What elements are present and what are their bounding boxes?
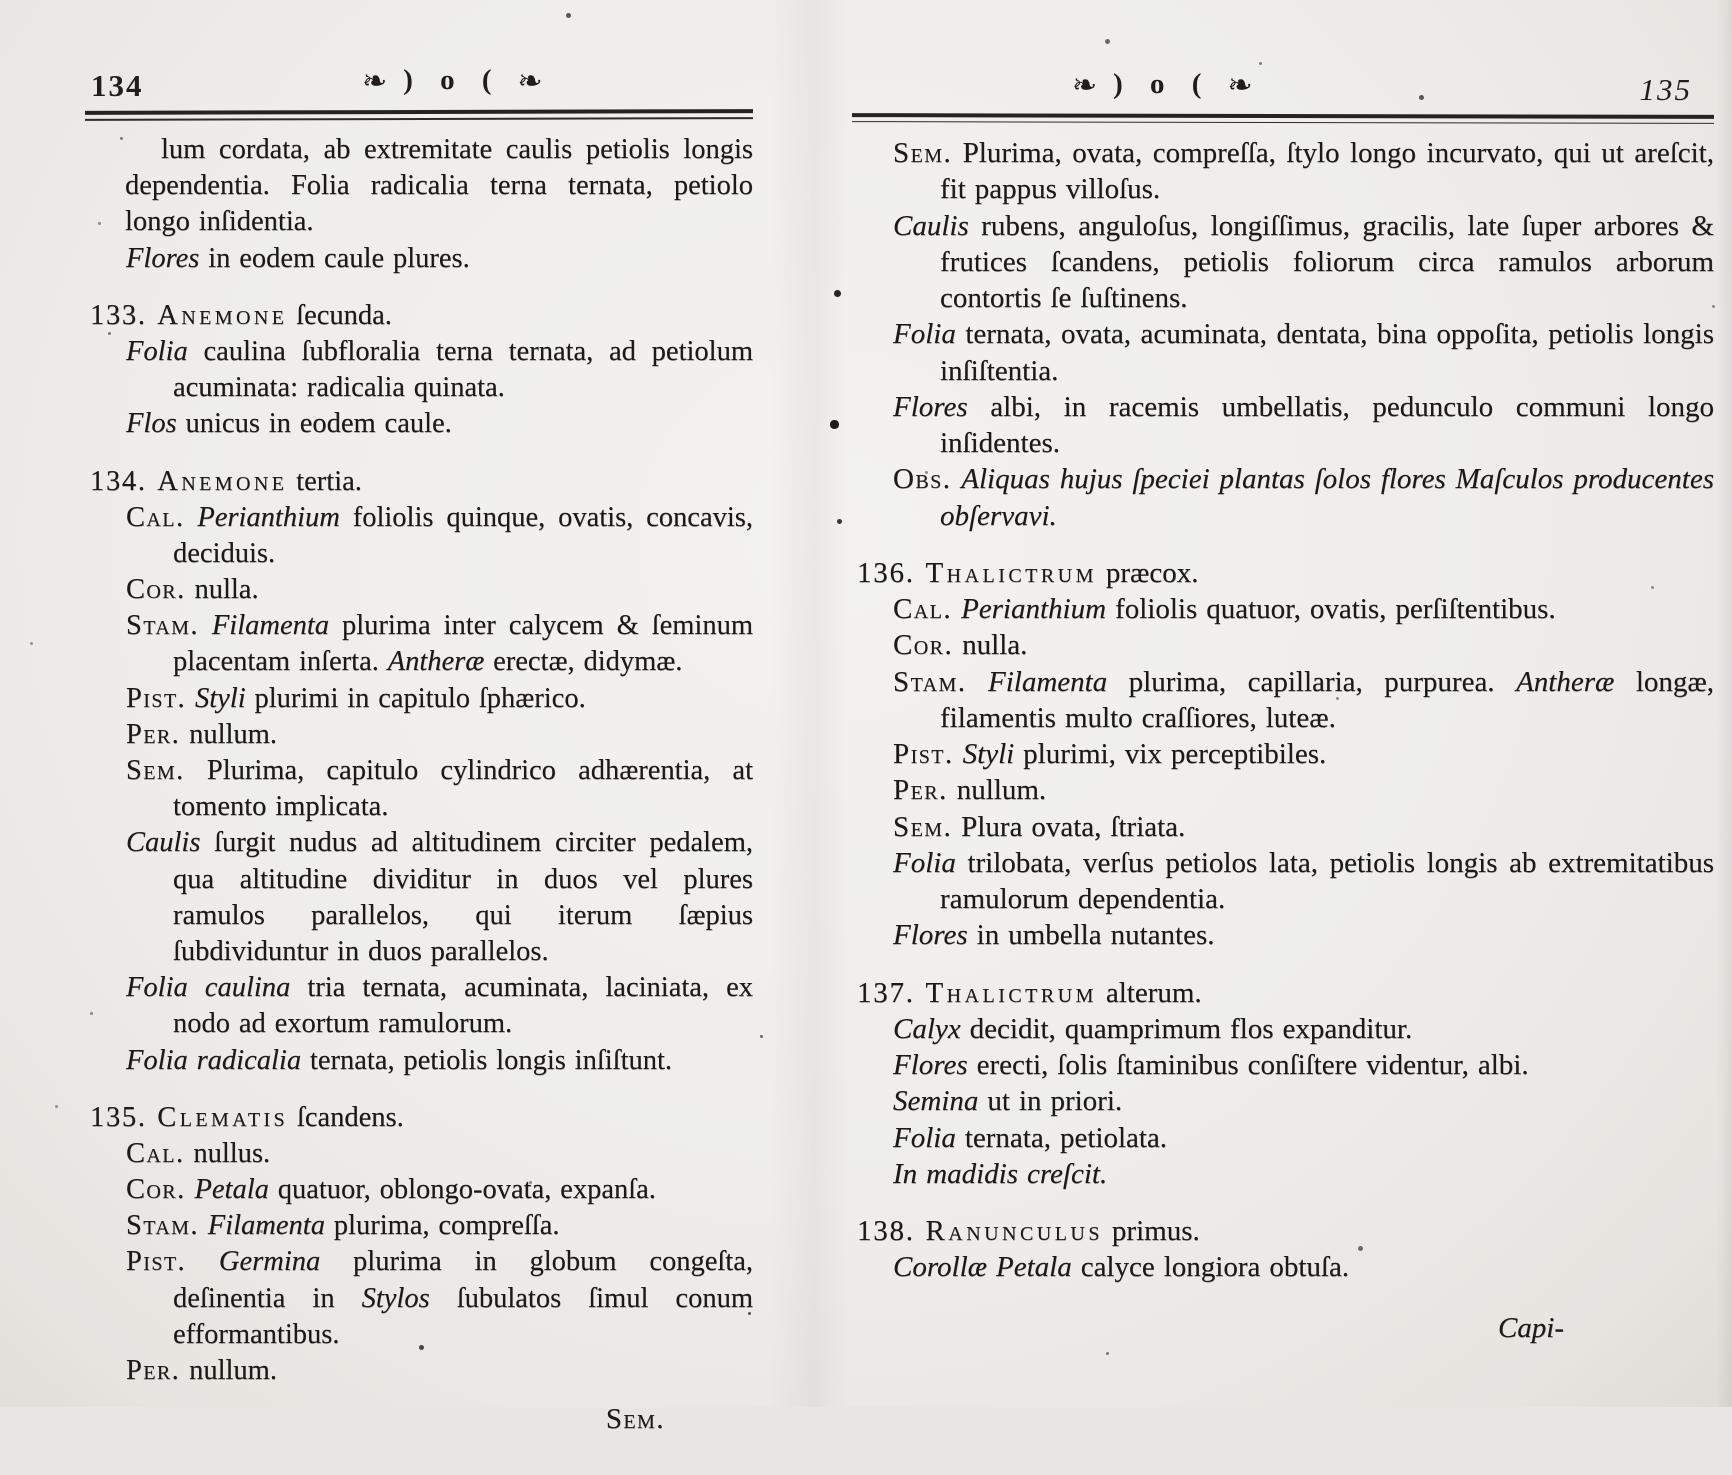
fleuron-icon: ❧ (517, 64, 543, 99)
text-line (852, 1120, 1714, 1156)
text-line (85, 572, 753, 608)
ornament-center: ) o ( (403, 64, 502, 96)
text-line (852, 917, 1714, 953)
text-run: Flores (893, 919, 968, 952)
text-line (852, 664, 1714, 737)
text-run: Sem. (893, 810, 953, 843)
text-run: Pist. (126, 1246, 187, 1278)
text-run: 136. (857, 556, 926, 589)
text-line (852, 1156, 1714, 1192)
text-line (85, 334, 753, 406)
text-line (85, 132, 753, 241)
text-line (852, 135, 1714, 208)
text-run: ternata, petiolata. (955, 1121, 1168, 1154)
text-run: quatuor, oblongo-ovata, expanſa. (268, 1174, 656, 1206)
text-run: plurima inter calycem & ſeminum placentam inſerta. (173, 610, 753, 678)
text-run: Flores (893, 1049, 968, 1081)
left-page (85, 64, 753, 1471)
text-run: Sem. (126, 755, 185, 786)
text-run: præcox. (1096, 556, 1199, 589)
text-line (85, 1208, 753, 1244)
text-run: Pist. (126, 682, 187, 714)
text-run: nulla. (185, 574, 259, 606)
text-run: foliolis quatuor, ovatis, perſiſtentibus. (1106, 593, 1556, 625)
text-line (85, 753, 753, 825)
text-line (85, 1043, 753, 1079)
page-number: 134 (91, 68, 144, 103)
text-run: nullus. (184, 1137, 271, 1169)
text-run: Per. (126, 718, 181, 750)
text-run: Obs. (893, 463, 952, 496)
fleuron-icon: ❧ (362, 64, 388, 99)
text-run: Stylos (361, 1282, 430, 1314)
text-run: erecti, ſolis ſtaminibus conſiſtere videntur, albi. (967, 1049, 1529, 1081)
text-run: nullum. (180, 1355, 277, 1386)
text-line (90, 464, 753, 500)
text-line (852, 461, 1714, 534)
text-run: Flores (893, 390, 968, 423)
text-run (951, 463, 961, 495)
text-line (85, 406, 753, 442)
text-run: Folia (893, 1121, 956, 1154)
text-run: Antheræ (387, 646, 485, 678)
text-run: Flores (126, 242, 200, 274)
text-line (857, 975, 1714, 1011)
text-run: nulla. (953, 629, 1028, 662)
text-run: Folia (893, 846, 956, 879)
text-run: plurima, compreſſa. (324, 1210, 560, 1242)
catchword-text: Capi- (1497, 1311, 1564, 1344)
text-line (85, 608, 753, 680)
text-run (952, 593, 961, 625)
text-run: lum cordata, ab extremitate caulis petiolis longis dependentia. Folia radicalia terna ternata, petiolo longo inſidentia. (125, 134, 753, 238)
text-run: Calyx (893, 1012, 961, 1045)
text-run: erectæ, didymæ. (484, 646, 683, 678)
text-run: Cor. (126, 1174, 186, 1206)
text-line (85, 1136, 753, 1172)
text-run: Folia (126, 335, 188, 367)
text-line (85, 970, 753, 1042)
text-line (852, 1047, 1714, 1083)
header-rule (852, 113, 1714, 124)
text-run: Perianthium (961, 593, 1107, 625)
text-run: Stam. (893, 665, 967, 698)
text-run: Cal. (126, 501, 185, 533)
header-ornament (1056, 68, 1269, 103)
text-run: In madidis creſcit. (893, 1157, 1108, 1190)
text-run: Plurima, ovata, compreſſa, ſtylo longo incurvato, qui ut areſcit, fit pappus villoſus. (940, 137, 1714, 206)
text-run: Filamenta (207, 1210, 325, 1242)
text-line (85, 500, 753, 572)
text-run: caulina ſubfloralia terna ternata, ad petiolum acuminata: radicalia quinata. (173, 335, 753, 404)
scan-specks (0, 0, 3, 3)
text-run (186, 683, 195, 714)
text-run (199, 610, 212, 641)
text-line (85, 1353, 753, 1389)
page-gutter-shadow (770, 0, 850, 1407)
text-line (857, 1213, 1714, 1249)
header-rule (85, 109, 753, 121)
text-line (85, 681, 753, 717)
text-run: calyce longiora obtuſa. (1071, 1251, 1350, 1284)
text-line (852, 208, 1714, 317)
catchword (85, 1403, 753, 1436)
text-run: Filamenta (987, 665, 1108, 698)
text-run: Anemone (157, 465, 288, 497)
text-run: unicus in eodem caule. (176, 408, 452, 440)
text-run: tria ternata, acuminata, laciniata, ex nodo ad exortum ramulorum. (173, 972, 753, 1040)
text-run: Aliquas hujus ſpeciei plantas ſolos flores Maſculos producentes obſervavi. (940, 463, 1714, 532)
text-run: Folia caulina (126, 972, 291, 1004)
text-run: Thalictrum (925, 556, 1097, 589)
text-line (852, 316, 1714, 389)
text-line (90, 298, 753, 334)
text-run: Per. (893, 774, 948, 807)
text-run: plurimi in capitulo ſphærico. (245, 682, 586, 714)
text-run: Sem. (893, 137, 953, 169)
text-line (852, 389, 1714, 462)
text-run: nullum. (947, 774, 1047, 807)
text-run: Plurima, capitulo cylindrico adhærentia, at tomento implicata. (173, 755, 753, 823)
text-run: ternata, petiolis longis inſiſtunt. (301, 1044, 673, 1076)
page-number: 135 (1639, 72, 1692, 107)
text-run: primus. (1102, 1215, 1200, 1247)
text-run: Folia (893, 318, 956, 351)
text-run: nullum. (180, 718, 277, 750)
text-run: Per. (126, 1355, 181, 1386)
text-line (852, 845, 1714, 918)
text-run: ut in priori. (978, 1085, 1123, 1118)
text-line (852, 1249, 1714, 1285)
text-run: Petala (194, 1174, 269, 1206)
text-line (852, 736, 1714, 772)
text-run: Styli (194, 682, 246, 714)
text-run: foliolis quinque, ovatis, concavis, deciduis. (173, 501, 753, 569)
text-run: albi, in racemis umbellatis, pedunculo communi longo inſidentes. (940, 390, 1714, 459)
text-run: alterum. (1096, 976, 1202, 1009)
text-line (852, 1011, 1714, 1047)
text-run: 133. (90, 299, 158, 331)
left-page-body (85, 132, 753, 1389)
text-run: Germina (218, 1246, 321, 1278)
text-run: 134. (90, 465, 158, 497)
text-run: plurimi, vix perceptibiles. (1014, 738, 1327, 770)
text-line (85, 717, 753, 753)
text-run: Ranunculus (925, 1215, 1103, 1247)
text-run: ſubulatos ſimul conum efformantibus. (173, 1282, 753, 1350)
text-run: Cal. (126, 1137, 185, 1169)
text-run: Stam. (126, 610, 199, 642)
text-run: ſcandens. (288, 1101, 404, 1133)
text-run: Clematis (157, 1101, 289, 1133)
text-run: Filamenta (211, 610, 330, 642)
text-run: 138. (857, 1215, 926, 1247)
text-line (852, 1083, 1714, 1119)
text-run: longæ, filamentis multo craſſiores, luteæ. (940, 665, 1714, 734)
right-page (852, 68, 1714, 1475)
text-run: ſecunda. (287, 299, 392, 331)
left-page-header (85, 64, 753, 110)
text-run: Thalictrum (925, 976, 1097, 1009)
text-run: Stam. (126, 1210, 199, 1242)
text-run: decidit, quamprimum flos expanditur. (960, 1012, 1413, 1045)
catchword (852, 1312, 1714, 1345)
page-edge-shadow (1716, 0, 1732, 1407)
text-line (90, 1100, 753, 1136)
text-run: Caulis (893, 209, 969, 242)
text-line (852, 772, 1714, 808)
text-line (857, 555, 1714, 591)
text-run: Pist. (893, 738, 954, 770)
text-line (85, 825, 753, 970)
right-page-body (852, 135, 1714, 1286)
text-run: in eodem caule plures. (199, 242, 470, 274)
text-run: Caulis (126, 827, 201, 859)
text-line (852, 809, 1714, 845)
text-run: ternata, ovata, acuminata, dentata, bina oppoſita, petiolis longis inſiſtentia. (940, 318, 1714, 387)
text-run: rubens, anguloſus, longiſſimus, gracilis, late ſuper arbores & frutices ſcandens, petiolis foliorum circa ramulos arborum contortis ſe ſuſtinens. (940, 209, 1714, 314)
text-run (199, 1210, 208, 1241)
right-page-header (852, 68, 1714, 114)
text-run: in umbella nutantes. (967, 919, 1215, 952)
text-run: plurima in globum congeſta, deſinentia in (173, 1246, 754, 1314)
text-run: Flos (126, 408, 177, 440)
text-run: Folia radicalia (126, 1044, 302, 1076)
text-run (185, 502, 198, 533)
catchword-text: Sem. (605, 1403, 665, 1436)
text-run: Semina (893, 1085, 979, 1118)
text-line (85, 1244, 753, 1353)
text-line (852, 591, 1714, 627)
text-run (966, 666, 988, 698)
text-run: Antheræ (1516, 665, 1615, 698)
text-run: Styli (962, 738, 1015, 770)
text-run: 135. (90, 1101, 158, 1133)
text-run: 137. (857, 976, 926, 1009)
text-run: Plura ovata, ſtriata. (952, 810, 1186, 843)
header-ornament (346, 64, 559, 99)
text-run (954, 738, 963, 770)
text-line (852, 627, 1714, 663)
text-run: Cal. (893, 593, 953, 625)
text-run: Cor. (126, 574, 186, 606)
text-run: Perianthium (197, 501, 340, 533)
text-run: Anemone (157, 299, 288, 331)
text-run: trilobata, verſus petiolos lata, petiolis longis ab extremitatibus ramulorum dependentia. (940, 846, 1714, 915)
text-run: Cor. (893, 629, 954, 662)
text-line (85, 241, 753, 277)
ornament-center: ) o ( (1113, 68, 1212, 100)
text-line (85, 1172, 753, 1208)
text-run: plurima, capillaria, purpurea. (1107, 665, 1517, 698)
text-run: Corollæ Petala (893, 1251, 1072, 1284)
text-run: tertia. (287, 465, 362, 497)
fleuron-icon: ❧ (1072, 68, 1098, 103)
text-run: ſurgit nudus ad altitudinem circiter pedalem, qua altitudine dividitur in duos vel plures ramulos parallelos, qui iterum ſæpius ſubdividuntur in duos parallelos. (173, 827, 753, 967)
fleuron-icon: ❧ (1227, 68, 1253, 103)
text-run (186, 1246, 219, 1277)
